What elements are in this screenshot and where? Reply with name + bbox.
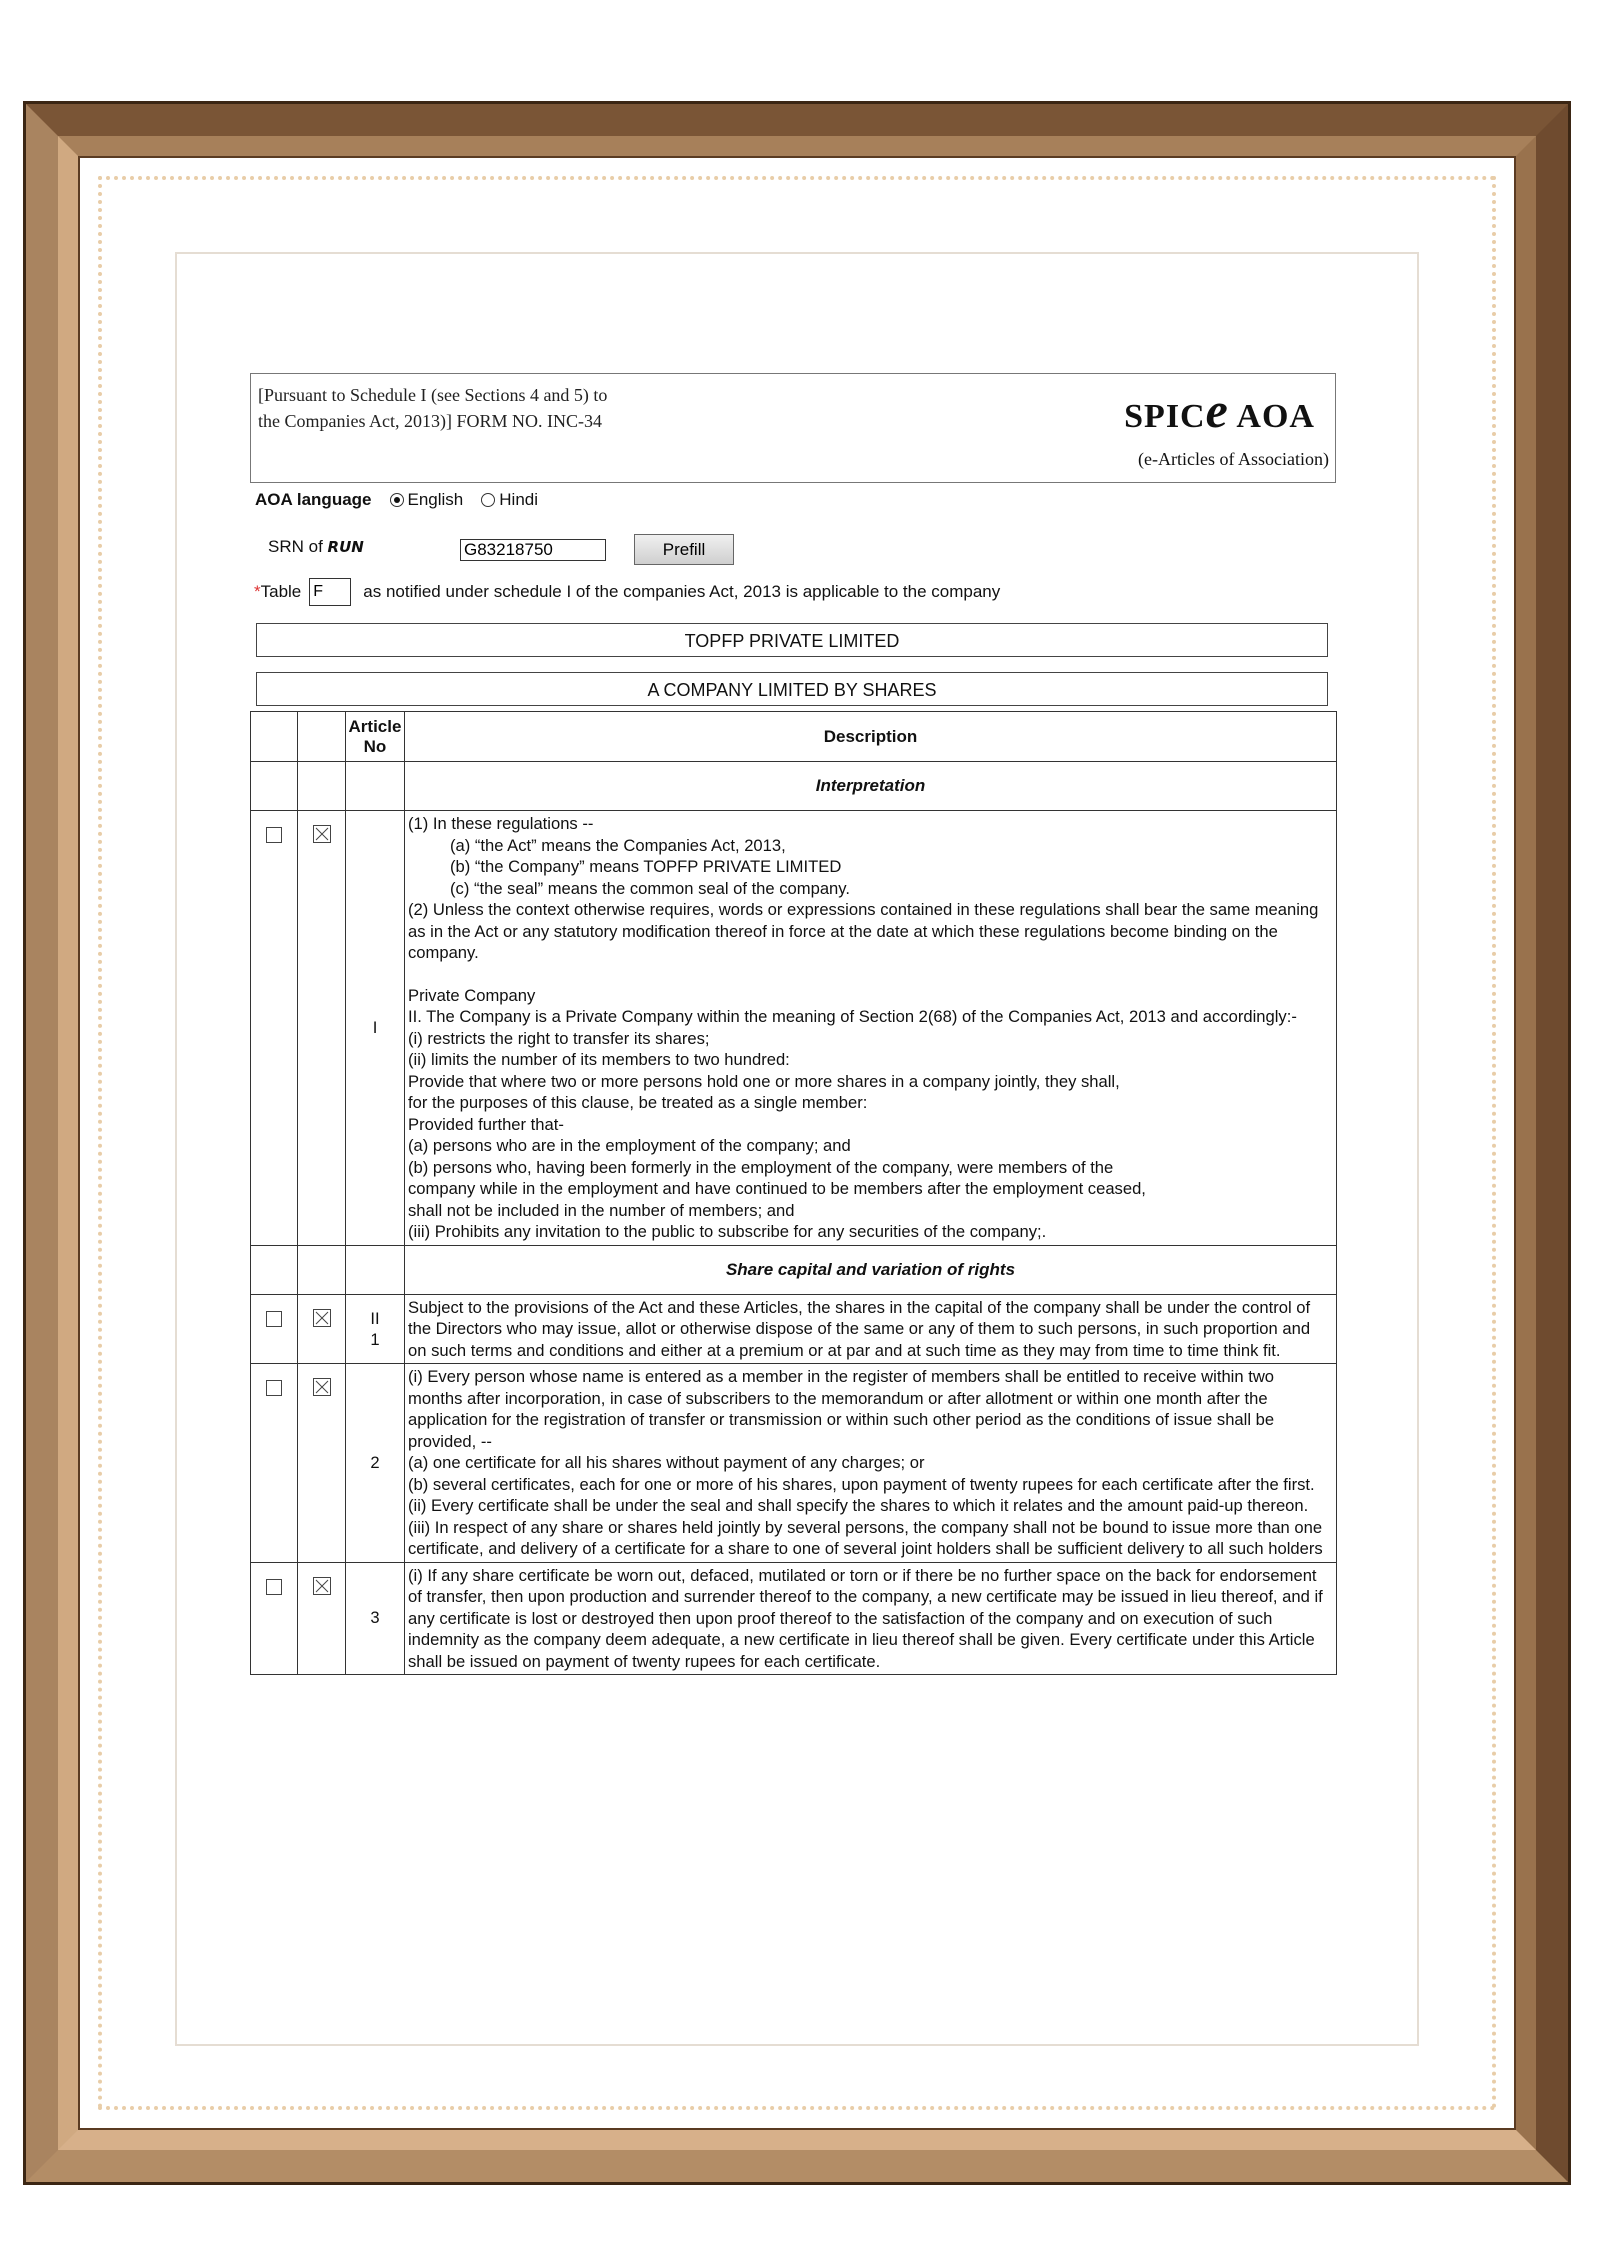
para: for the purposes of this clause, be treated as a single member: bbox=[408, 1093, 868, 1112]
srn-input[interactable] bbox=[460, 539, 606, 561]
crossed-box-icon[interactable] bbox=[313, 1378, 331, 1396]
brand-prefix: SPIC bbox=[1124, 398, 1206, 435]
srn-label: SRN of bbox=[268, 537, 328, 556]
language-hindi-label: Hindi bbox=[499, 490, 539, 509]
form-header bbox=[250, 373, 1336, 483]
header-select-cell bbox=[251, 712, 298, 762]
radio-unselected-icon[interactable] bbox=[481, 493, 495, 507]
select-cell bbox=[251, 1364, 298, 1563]
para: (a) persons who are in the employment of the company; and bbox=[408, 1136, 851, 1155]
article-number: 3 bbox=[346, 1562, 405, 1675]
para: shall not be included in the number of members; and bbox=[408, 1200, 795, 1220]
prefill-button[interactable]: Prefill bbox=[634, 534, 734, 565]
table-input[interactable] bbox=[309, 578, 351, 606]
form-brand bbox=[1079, 382, 1329, 470]
article-description bbox=[405, 811, 1337, 1246]
pursuant-line-2: the Companies Act, 2013)] FORM NO. INC-34 bbox=[258, 411, 602, 431]
empty-cell bbox=[346, 762, 405, 811]
para: (b) several certificates, each for one or more of his shares, upon payment of twenty rupees for each certificate after the first. bbox=[408, 1474, 1315, 1494]
pursuant-note bbox=[258, 382, 738, 434]
header-delete-cell bbox=[298, 712, 346, 762]
section-title-share-capital: Share capital and variation of rights bbox=[405, 1245, 1337, 1294]
row-checkbox[interactable] bbox=[266, 1380, 282, 1396]
para: (i) Every person whose name is entered as a member in the register of members shall be entitled to receive within two months after incorporation, in case of subscribers to the memorandum or after allotment or within one month after the application for the registration of transfer or transmission or within such other period as the conditions of issue shall be provided, -- bbox=[408, 1367, 1275, 1451]
para: (b) persons who, having been formerly in the employment of the company, were members of the bbox=[408, 1157, 1114, 1177]
empty-cell bbox=[346, 1245, 405, 1294]
empty-cell bbox=[251, 1245, 298, 1294]
select-cell bbox=[251, 1294, 298, 1364]
required-asterisk: * bbox=[254, 582, 261, 601]
para: (iii) Prohibits any invitation to the public to subscribe for any securities of the company;. bbox=[408, 1222, 1047, 1241]
articles-table bbox=[250, 711, 1337, 1675]
crossed-box-icon[interactable] bbox=[313, 1309, 331, 1327]
delete-cell bbox=[298, 811, 346, 1246]
para: Private Company bbox=[408, 985, 536, 1005]
table-suffix-text: as notified under schedule I of the companies Act, 2013 is applicable to the company bbox=[363, 582, 1001, 601]
company-name-box: TOPFP PRIVATE LIMITED bbox=[256, 623, 1328, 657]
section-title-interpretation: Interpretation bbox=[405, 762, 1337, 811]
article-description: (i) If any share certificate be worn out, defaced, mutilated or torn or if there be no further space on the back for endorsement of transfer, then upon production and surrender thereof to the company, a new certificate may be issued in lieu thereof, and if any certificate is lost or destroyed then upon proof thereof to the satisfaction of the company and on execution of such indemnity as the company deem adequate, a new certificate in lieu thereof shall be given. Every certificate under this Article shall be issued on payment of twenty rupees for each certificate. bbox=[405, 1562, 1337, 1675]
brand-subtitle: (e-Articles of Association) bbox=[1138, 449, 1329, 469]
radio-selected-icon[interactable] bbox=[390, 493, 404, 507]
delete-cell bbox=[298, 1364, 346, 1563]
para: (c) “the seal” means the common seal of the company. bbox=[450, 878, 850, 898]
crossed-box-icon[interactable] bbox=[313, 1577, 331, 1595]
para: (iii) In respect of any share or shares held jointly by several persons, the company shall not be bound to issue more than one certificate, and delivery of a certificate for a share to one of several joint holders shall be sufficient delivery to all such holders bbox=[408, 1517, 1323, 1558]
col-description: Description bbox=[405, 712, 1337, 762]
para: (i) restricts the right to transfer its shares; bbox=[408, 1028, 710, 1048]
language-option-english[interactable] bbox=[390, 490, 464, 510]
row-checkbox[interactable] bbox=[266, 1311, 282, 1327]
article-number-top: II bbox=[370, 1308, 380, 1328]
company-type-box: A COMPANY LIMITED BY SHARES bbox=[256, 672, 1328, 706]
para: Provided further that- bbox=[408, 1114, 564, 1134]
language-option-hindi[interactable] bbox=[481, 490, 538, 510]
language-label: AOA language bbox=[255, 490, 372, 509]
para: (ii) Every certificate shall be under the seal and shall specify the shares to which it relates and the amount paid-up thereon. bbox=[408, 1496, 1309, 1515]
para: Provide that where two or more persons hold one or more shares in a company jointly, they shall, bbox=[408, 1071, 1120, 1091]
col-article-no: Article No bbox=[346, 712, 405, 762]
table-header-row bbox=[251, 712, 1337, 762]
pursuant-line-1: [Pursuant to Schedule I (see Sections 4 and 5) to bbox=[258, 385, 608, 405]
empty-cell bbox=[298, 1245, 346, 1294]
section-row-interpretation bbox=[251, 762, 1337, 811]
table-row bbox=[251, 1294, 1337, 1364]
language-english-label: English bbox=[407, 490, 464, 509]
para: (2) Unless the context otherwise requires, words or expressions contained in these regulations shall bear the same meaning as in the Act or any statutory modification thereof in force at the date at which these regulations become binding on the company. bbox=[408, 900, 1319, 962]
para: (a) one certificate for all his shares without payment of any charges; or bbox=[408, 1453, 925, 1472]
table-row bbox=[251, 1364, 1337, 1563]
row-checkbox[interactable] bbox=[266, 827, 282, 843]
para: (b) “the Company” means TOPFP PRIVATE LIMITED bbox=[450, 857, 842, 876]
para: company while in the employment and have continued to be members after the employment ceased, bbox=[408, 1179, 1146, 1198]
row-checkbox[interactable] bbox=[266, 1579, 282, 1595]
para: (1) In these regulations -- bbox=[408, 814, 594, 833]
para: (ii) limits the number of its members to two hundred: bbox=[408, 1050, 790, 1069]
srn-row bbox=[268, 537, 706, 559]
empty-cell bbox=[251, 762, 298, 811]
select-cell bbox=[251, 811, 298, 1246]
section-row-share-capital bbox=[251, 1245, 1337, 1294]
brand-title bbox=[1079, 382, 1329, 441]
table-row bbox=[251, 811, 1337, 1246]
table-row bbox=[251, 1562, 1337, 1675]
brand-e: e bbox=[1205, 382, 1229, 438]
select-cell bbox=[251, 1562, 298, 1675]
article-number: 2 bbox=[346, 1364, 405, 1563]
article-number bbox=[346, 1294, 405, 1364]
brand-suffix: AOA bbox=[1228, 398, 1315, 435]
article-description: Subject to the provisions of the Act and these Articles, the shares in the capital of the company shall be under the control of the Directors who may issue, allot or otherwise dispose of the same or any of them to such persons, in such proportion and on such terms and conditions and either at a premium or at par and at such time as they may from time to time think fit. bbox=[405, 1294, 1337, 1364]
table-label: Table bbox=[260, 582, 302, 601]
para: (a) “the Act” means the Companies Act, 2013, bbox=[450, 835, 786, 855]
crossed-box-icon[interactable] bbox=[313, 825, 331, 843]
para: II. The Company is a Private Company within the meaning of Section 2(68) of the Companies Act, 2013 and accordingly:- bbox=[408, 1007, 1297, 1026]
language-selector bbox=[255, 490, 556, 510]
applicable-table-row bbox=[254, 578, 1000, 606]
delete-cell bbox=[298, 1562, 346, 1675]
srn-label-run: RUN bbox=[327, 538, 364, 556]
empty-cell bbox=[298, 762, 346, 811]
article-number: I bbox=[346, 811, 405, 1246]
article-number-bottom: 1 bbox=[370, 1329, 380, 1349]
article-description bbox=[405, 1364, 1337, 1563]
delete-cell bbox=[298, 1294, 346, 1364]
